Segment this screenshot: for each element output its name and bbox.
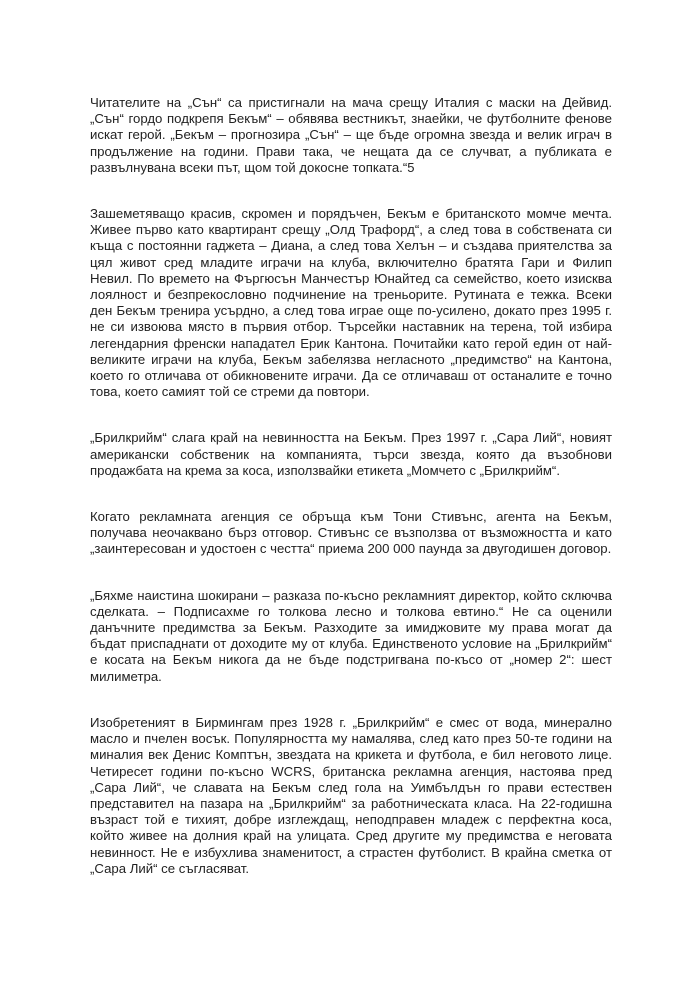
paragraph-2-text: Зашеметяващо красив, скромен и порядъчен, Бекъм е британското момче мечта. Живее първо като квартирант срещу „Олд Трафорд“, а след това в собствената си къща с постоянни гаджета – Диана, а след това Хелън – и създава приятелства за цял живот сред младите играчи на клуба, включително братята Гари и Филип Невил. По времето на Фъргюсън Манчестър Юнайтед са семейство, което изисква лоялност и безпрекословно подчинение на треньорите. Рутината е тежка. Всеки ден Бекъм тренира усърдно, а след това играе още по-усилено, докато през 1995 г. не си извоюва място в първия отбор. Търсейки наставник на терена, той избира легендарния френски нападател Ерик Кантона. Почитайки като герой един от най-великите играчи на клуба, Бекъм забелязва негласното „предимство“ на Кантона, което го отличава от обикновените играчи. Да се отличаваш от останалите е точно това, което самият той се стреми да повтори. — [90, 206, 612, 400]
paragraph-5-text: „Бяхме наистина шокирани – разказа по-късно рекламният директор, който сключва сделката. – Подписахме го толкова лесно и толкова евтино.“ Не са оценили данъчните предимства за Бекъм. Разходите за имиджовите му права могат да бъдат приспаднати от доходите му от клуба. Единственото условие на „Брилкрийм“ е косата на Бекъм никога да не бъде подстригвана по-късо от „номер 2“: шест милиметра. — [90, 587, 612, 684]
paragraph-2 — [90, 206, 612, 400]
paragraph-1 — [90, 95, 612, 176]
paragraph-6-text: Изобретеният в Бирмингам през 1928 г. „Брилкрийм“ е смес от вода, минерално масло и пчелен восък. Популярността му намалява, след като през 50-те години на миналия век Денис Комптън, звездата на крикета и футбола, е бил неговото лице. Четиресет години по-късно WCRS, британска рекламна агенция, настоява пред „Сара Лий“, че славата на Бекъм след гола на Уимбълдън го прави естествен представител на пазара на „Брилкрийм“ за работническата класа. На 22-годишна възраст той е тихият, добре изглеждащ, неподправен младеж с перфектна коса, който живее на долния край на улицата. Сред другите му предимства е неговата невинност. Не е избухлива знаменитост, а страстен футболист. В крайна сметка от „Сара Лий“ се съгласяват. — [90, 714, 612, 876]
footnote-marker: 5 — [407, 159, 415, 175]
paragraph-3 — [90, 430, 612, 479]
paragraph-5 — [90, 588, 612, 685]
paragraph-1-text: Читателите на „Сън“ са пристигнали на мача срещу Италия с маски на Дейвид. „Сън“ гордо подкрепя Бекъм“ – обявява вестникът, знаейки, че футболните фенове искат герой. „Бекъм – прогнозира „Сън“ – ще бъде огромна звезда и велик играч в продължение на години. Прави така, че нещата да се случват, а публиката е развълнувана всеки път, щом той докосне топката.“ — [90, 95, 612, 175]
paragraph-3-text: „Брилкрийм“ слага край на невинността на Бекъм. През 1997 г. „Сара Лий“, новият американски собственик на компанията, търси звезда, която да възобнови продажбата на крема за коса, използвайки етикета „Момчето с „Брилкрийм“. — [90, 430, 612, 478]
paragraph-6 — [90, 715, 612, 877]
paragraph-4-text: Когато рекламната агенция се обръща към Тони Стивънс, агента на Бекъм, получава неочаквано бърз отговор. Стивънс се възползва от възможността и като „заинтересован и удостоен с честта“ приема 200 000 паунда за двугодишен договор. — [90, 509, 612, 557]
document-body — [90, 95, 612, 877]
paragraph-4 — [90, 509, 612, 558]
